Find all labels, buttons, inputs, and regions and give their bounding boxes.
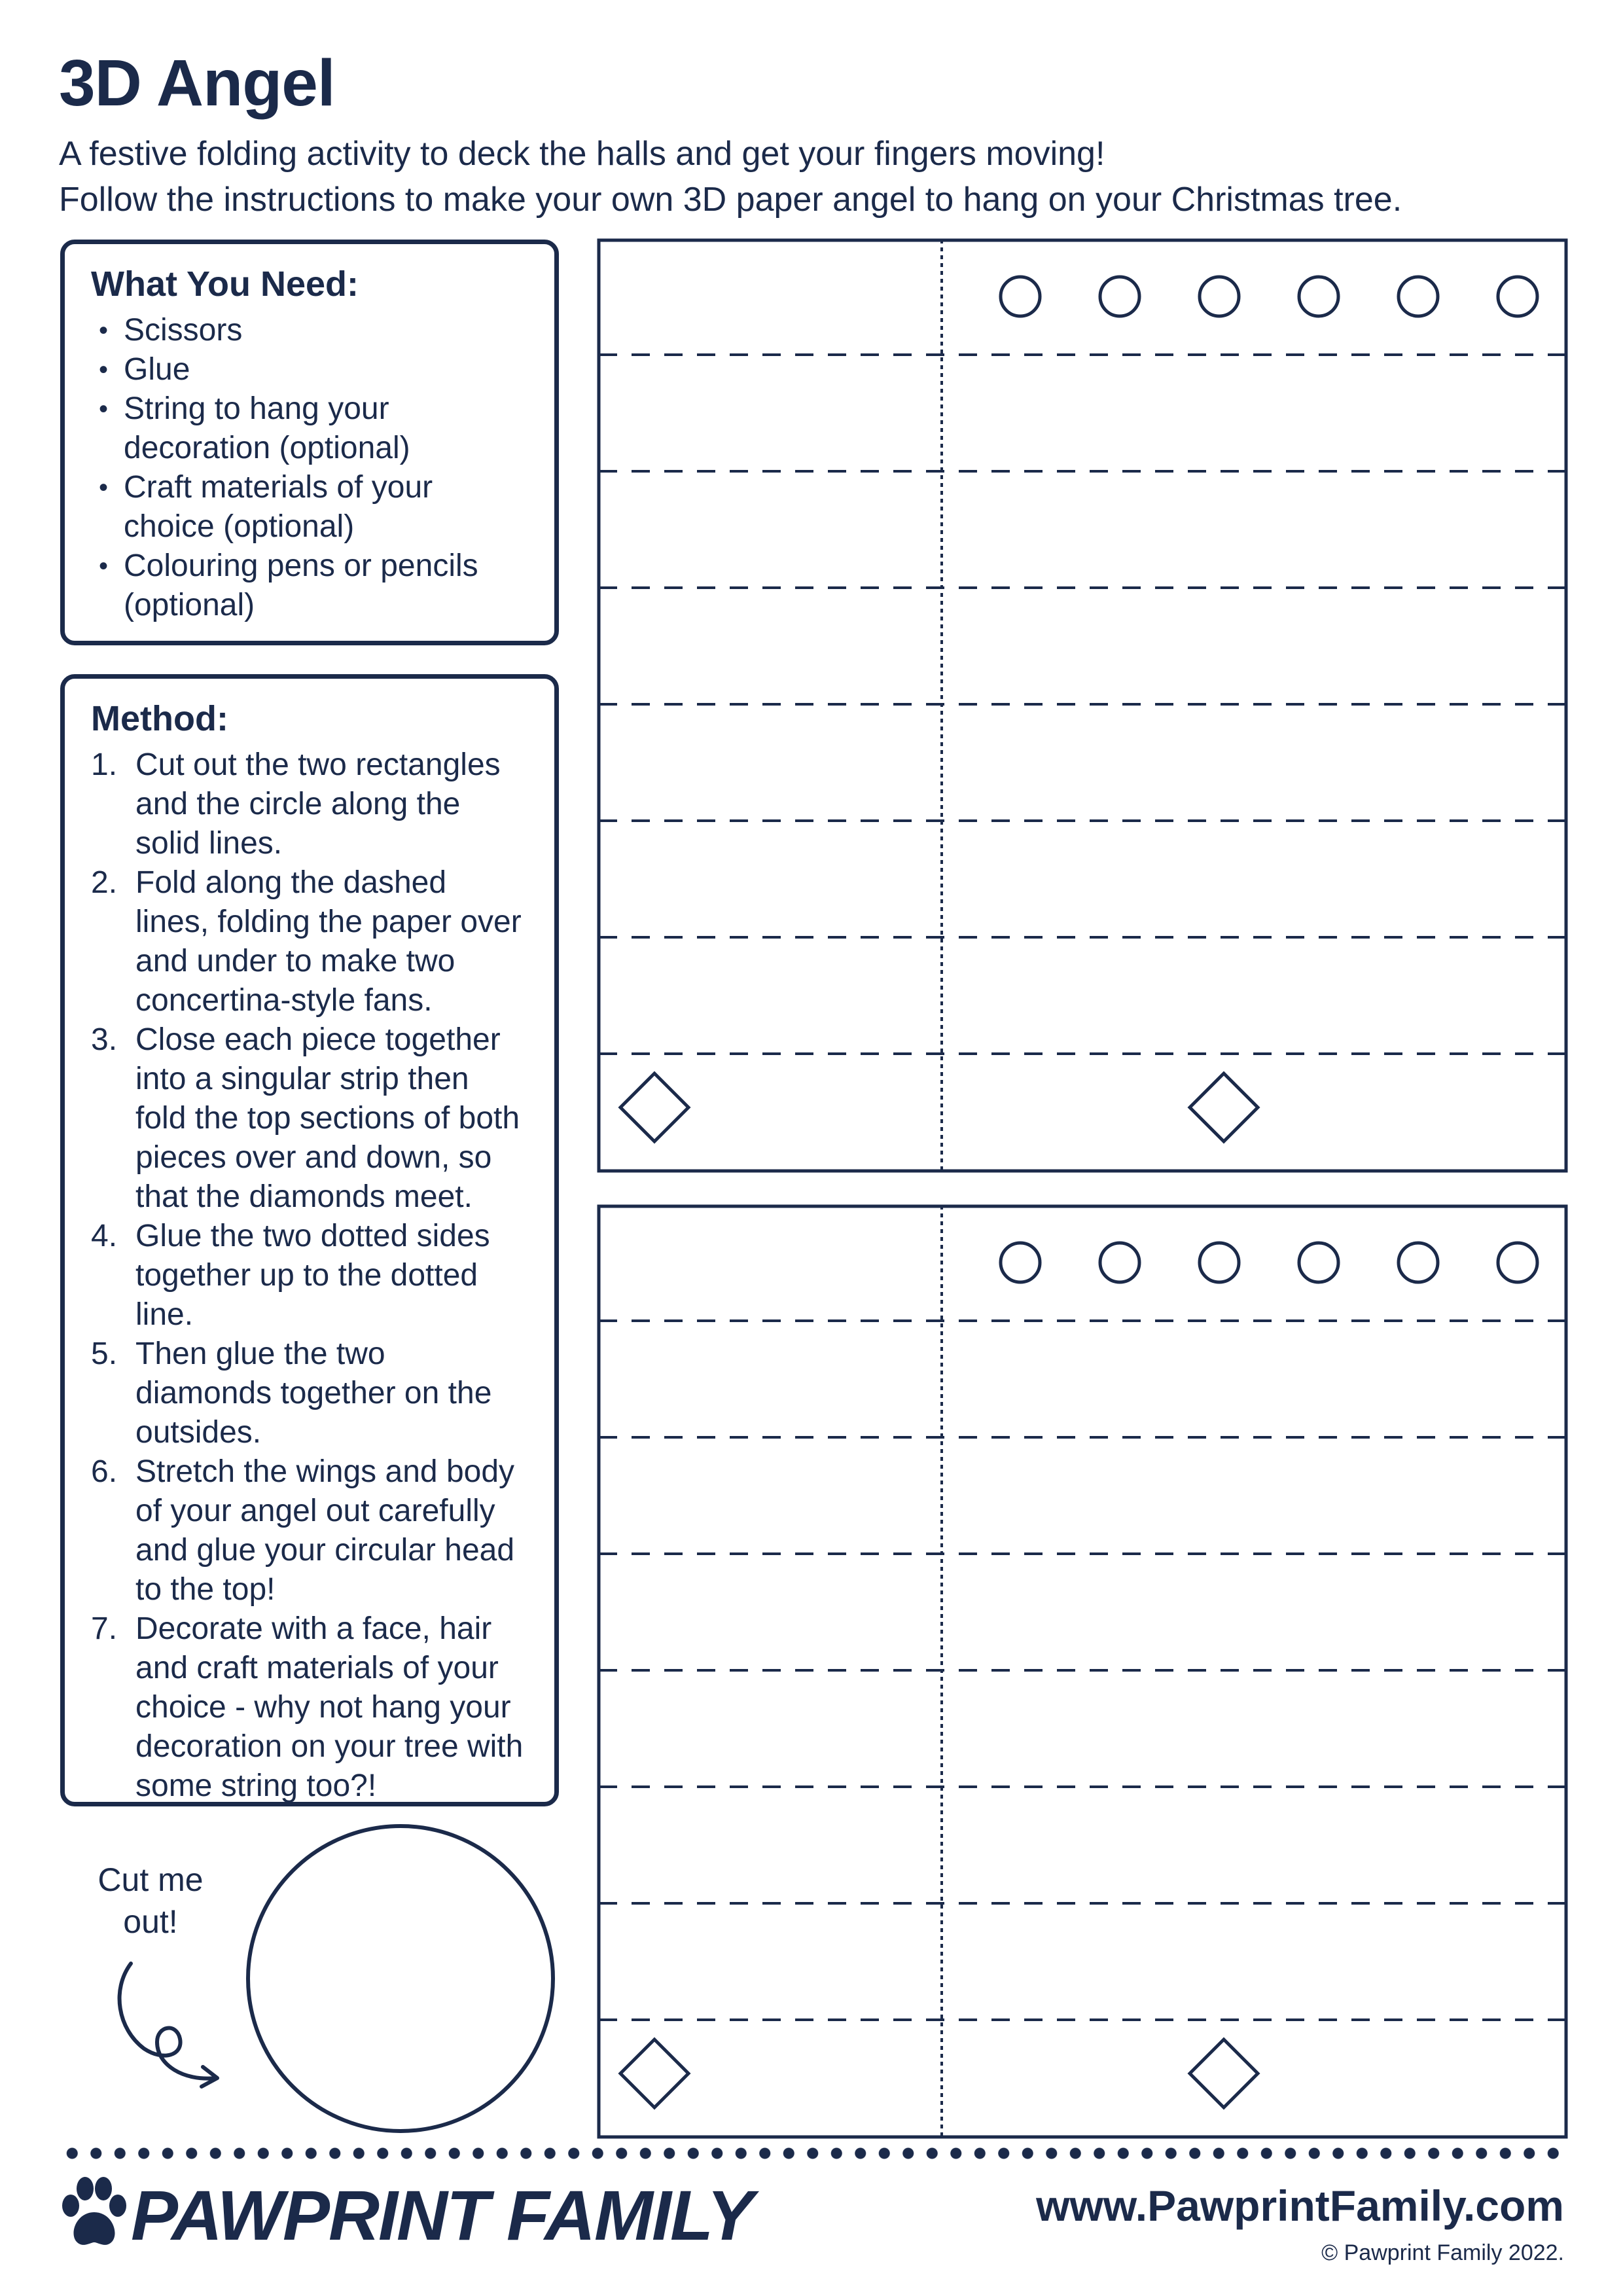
intro-line-1: A festive folding activity to deck the halls and get your fingers moving! [59, 135, 1105, 173]
method-step [91, 1609, 528, 1806]
diamond-marker [1190, 2039, 1258, 2108]
circle-markers [1001, 1243, 1537, 1282]
cut-me-line-1: Cut me [98, 1861, 204, 1898]
circle-marker [1299, 1243, 1338, 1282]
circle-marker [1200, 277, 1239, 316]
step-number: 7. [91, 1611, 118, 1646]
head-circle-cutout [246, 1824, 555, 2133]
circle-marker [1399, 277, 1438, 316]
step-text: Stretch the wings and body of your angel out carefully and glue your circular head to the top! [135, 1454, 515, 1607]
circle-marker [1200, 1243, 1239, 1282]
method-step [91, 1452, 528, 1609]
intro-line-2: Follow the instructions to make your own 3D paper angel to hang on your Christmas tree. [59, 181, 1402, 219]
step-number: 5. [91, 1336, 118, 1371]
step-text: Close each piece together into a singular strip then fold the top sections of both pieces over and down, so that the diamonds meet. [135, 1022, 520, 1214]
list-item: • String to hang your decoration (optional) [91, 389, 528, 468]
circle-marker [1001, 1243, 1040, 1282]
circle-marker [1498, 1243, 1537, 1282]
circle-marker [1399, 1243, 1438, 1282]
method-step [91, 863, 528, 1020]
website-link[interactable]: www.PawprintFamily.com [1036, 2181, 1564, 2230]
method-step [91, 1335, 528, 1452]
list-item: • Craft materials of your choice (optional) [91, 468, 528, 547]
step-number: 4. [91, 1219, 118, 1253]
method-step [91, 745, 528, 863]
diamond-markers [620, 1073, 1258, 1141]
diamond-marker [1190, 1073, 1258, 1141]
paw-print-icon [58, 2174, 130, 2253]
circle-marker [1100, 277, 1139, 316]
circle-marker [1299, 277, 1338, 316]
list-item: • Scissors [91, 311, 528, 350]
step-number: 6. [91, 1454, 118, 1489]
fold-lines [599, 355, 1566, 1054]
circle-marker [1100, 1243, 1139, 1282]
step-number: 1. [91, 747, 118, 782]
step-text: Then glue the two diamonds together on the outsides. [135, 1336, 492, 1450]
what-you-need-heading: What You Need: [91, 264, 359, 304]
circle-markers [1001, 277, 1537, 316]
brand-logo-text: PAWPRINT FAMILY [131, 2176, 753, 2255]
page-title: 3D Angel [59, 46, 335, 120]
step-number: 2. [91, 865, 118, 900]
circle-marker [1001, 277, 1040, 316]
dotted-divider [60, 2147, 1565, 2160]
step-number: 3. [91, 1022, 118, 1057]
copyright-text: © Pawprint Family 2022. [1321, 2240, 1564, 2265]
method-panel [60, 674, 559, 1806]
list-item: • Glue [91, 350, 528, 389]
list-item: • Colouring pens or pencils (optional) [91, 547, 528, 625]
step-text: Cut out the two rectangles and the circle along the solid lines. [135, 747, 501, 861]
circle-marker [1498, 277, 1537, 316]
step-text: Fold along the dashed lines, folding the paper over and under to make two concertina-style fans. [135, 865, 522, 1018]
cut-me-out-label [85, 1859, 216, 1943]
materials-list [91, 311, 528, 625]
fold-lines [599, 1321, 1566, 2020]
step-text: Decorate with a face, hair and craft materials of your choice - why not hang your decoration on your tree with some string too?! [135, 1611, 524, 1803]
diamond-markers [620, 2039, 1258, 2108]
fold-template-bottom [597, 1204, 1568, 2139]
method-step [91, 1020, 528, 1217]
what-you-need-panel [60, 240, 559, 645]
step-text: Glue the two dotted sides together up to the dotted line. [135, 1219, 490, 1332]
method-heading: Method: [91, 699, 228, 738]
method-steps [91, 745, 528, 1806]
diamond-marker [620, 2039, 688, 2108]
method-step [91, 1217, 528, 1335]
diamond-marker [620, 1073, 688, 1141]
curly-arrow-icon [111, 1957, 236, 2101]
cut-me-line-2: out! [123, 1903, 178, 1940]
intro-text [59, 131, 1402, 223]
fold-template-top [597, 238, 1568, 1173]
